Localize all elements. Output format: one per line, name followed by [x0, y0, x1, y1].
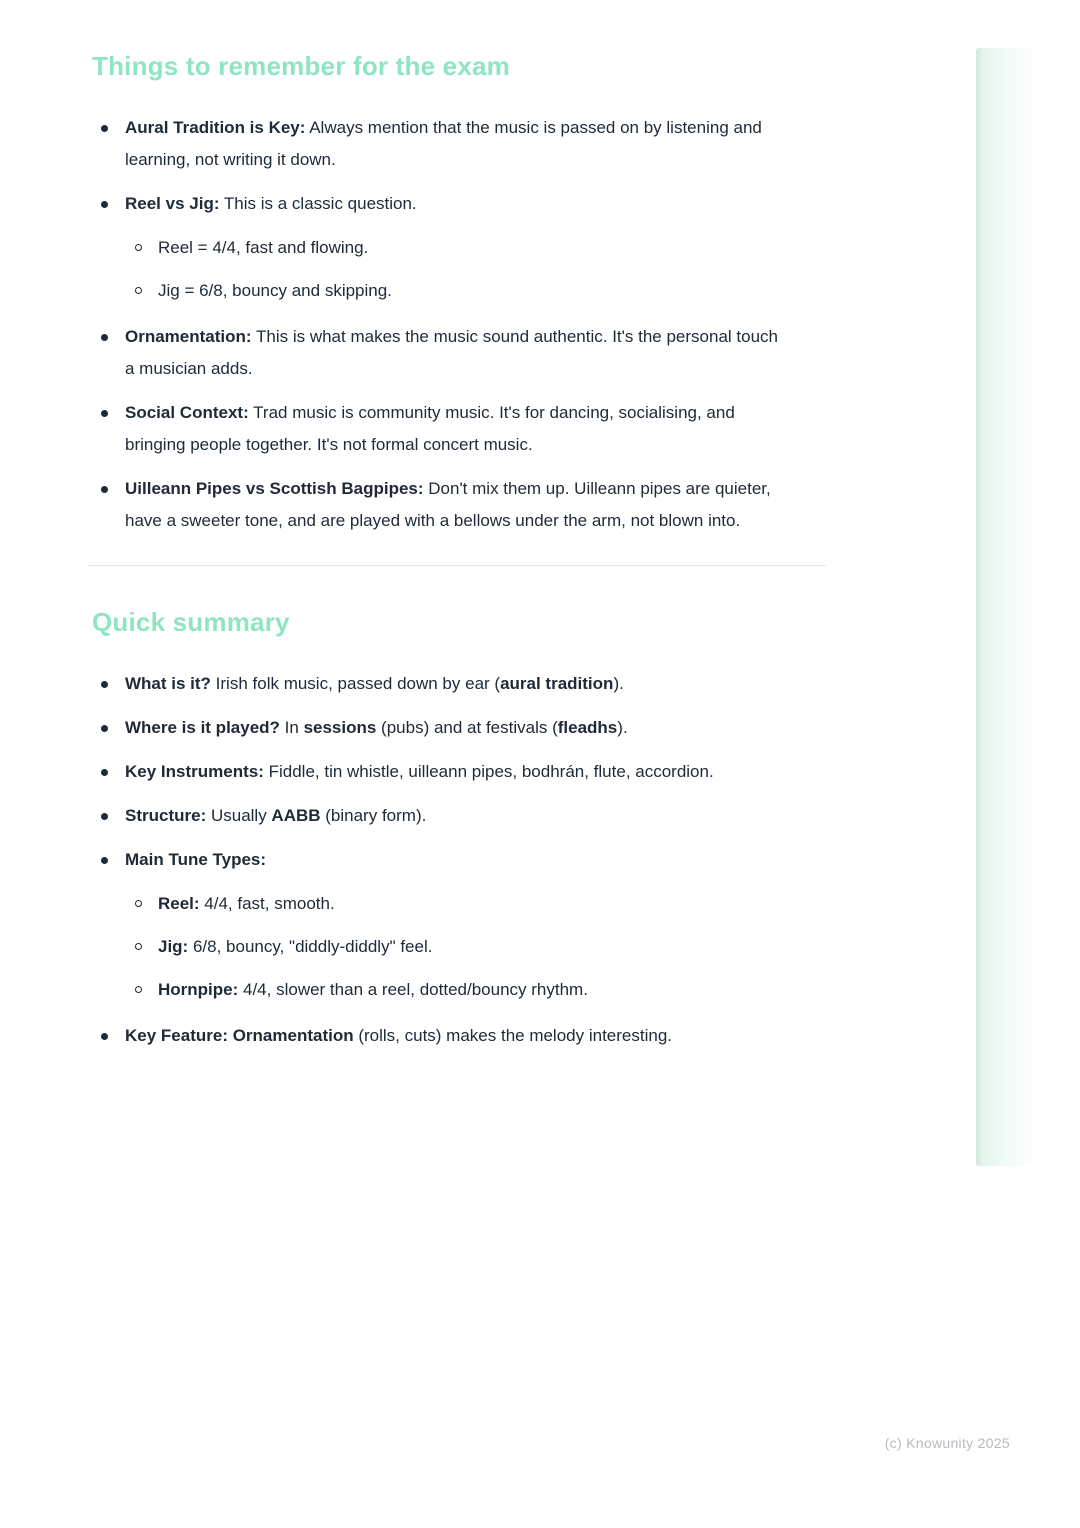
list-item	[92, 712, 792, 744]
bold-text: Social Context:	[125, 403, 249, 422]
section-heading: Things to remember for the exam	[92, 51, 510, 81]
bold-text: Reel vs Jig:	[125, 194, 220, 213]
bold-text: Aural Tradition is Key:	[125, 118, 306, 137]
list-item	[92, 473, 792, 537]
regular-text: 4/4, slower than a reel, dotted/bouncy rhythm.	[238, 980, 588, 999]
regular-text: Don't mix them up. Uilleann pipes are quieter, have a sweeter tone, and are played with a bellows under the arm, not blown into.	[125, 479, 771, 530]
list-item	[92, 1020, 792, 1052]
regular-text: Fiddle, tin whistle, uilleann pipes, bodhrán, flute, accordion.	[263, 762, 714, 781]
sub-list	[125, 232, 792, 307]
sub-list-item	[125, 931, 792, 963]
bold-text: AABB	[271, 806, 321, 825]
list-item	[92, 800, 792, 832]
copyright-footer: (c) Knowunity 2025	[884, 1435, 1010, 1451]
regular-text: This is a classic question.	[219, 194, 417, 213]
list-item	[92, 756, 792, 788]
list-item	[92, 668, 792, 700]
regular-text: (pubs) and at festivals (	[376, 718, 558, 737]
regular-text: Usually	[206, 806, 272, 825]
list-item	[92, 188, 792, 307]
regular-text: 4/4, fast, smooth.	[199, 894, 335, 913]
bold-text: Key Feature: Ornamentation	[125, 1026, 354, 1045]
sub-list-item	[125, 888, 792, 920]
bold-text: aural tradition	[500, 674, 614, 693]
regular-text: In	[279, 718, 304, 737]
document-body	[92, 50, 828, 1064]
bold-text: Hornpipe:	[158, 980, 239, 999]
regular-text: Always mention that the music is passed on by listening and learning, not writing it down.	[125, 118, 762, 169]
list-item	[92, 321, 792, 385]
page-accent-stripe	[976, 48, 1032, 1166]
bold-text: Ornamentation:	[125, 327, 252, 346]
section-quick-summary	[92, 606, 828, 1052]
section-heading: Quick summary	[92, 607, 290, 637]
section-divider	[88, 565, 826, 566]
list-item	[92, 844, 792, 1006]
regular-text: Jig = 6/8, bouncy and skipping.	[158, 281, 392, 300]
list-item	[92, 397, 792, 461]
bold-text: Structure:	[125, 806, 207, 825]
bold-text: Uilleann Pipes vs Scottish Bagpipes:	[125, 479, 424, 498]
sub-list-item	[125, 275, 792, 307]
bold-text: Reel:	[158, 894, 200, 913]
bold-text: fleadhs	[557, 718, 618, 737]
regular-text: Trad music is community music. It's for dancing, socialising, and bringing people together. It's not formal concert music.	[125, 403, 735, 454]
regular-text: Reel = 4/4, fast and flowing.	[158, 238, 369, 257]
regular-text: Irish folk music, passed down by ear (	[210, 674, 501, 693]
bullet-list	[92, 668, 828, 1052]
bullet-list	[92, 112, 828, 537]
bold-text: Jig:	[158, 937, 189, 956]
regular-text: ).	[617, 718, 628, 737]
bold-text: sessions	[303, 718, 377, 737]
regular-text: ).	[613, 674, 624, 693]
sub-list-item	[125, 232, 792, 264]
bold-text: Where is it played?	[125, 718, 280, 737]
sub-list	[125, 888, 792, 1006]
regular-text: This is what makes the music sound authentic. It's the personal touch a musician adds.	[125, 327, 778, 378]
list-item	[92, 112, 792, 176]
regular-text: (rolls, cuts) makes the melody interesting.	[353, 1026, 673, 1045]
regular-text: 6/8, bouncy, "diddly-diddly" feel.	[188, 937, 433, 956]
section-exam-reminders	[92, 50, 828, 537]
regular-text: (binary form).	[320, 806, 427, 825]
bold-text: Key Instruments:	[125, 762, 264, 781]
sub-list-item	[125, 974, 792, 1006]
bold-text: What is it?	[125, 674, 211, 693]
bold-text: Main Tune Types:	[125, 850, 267, 869]
